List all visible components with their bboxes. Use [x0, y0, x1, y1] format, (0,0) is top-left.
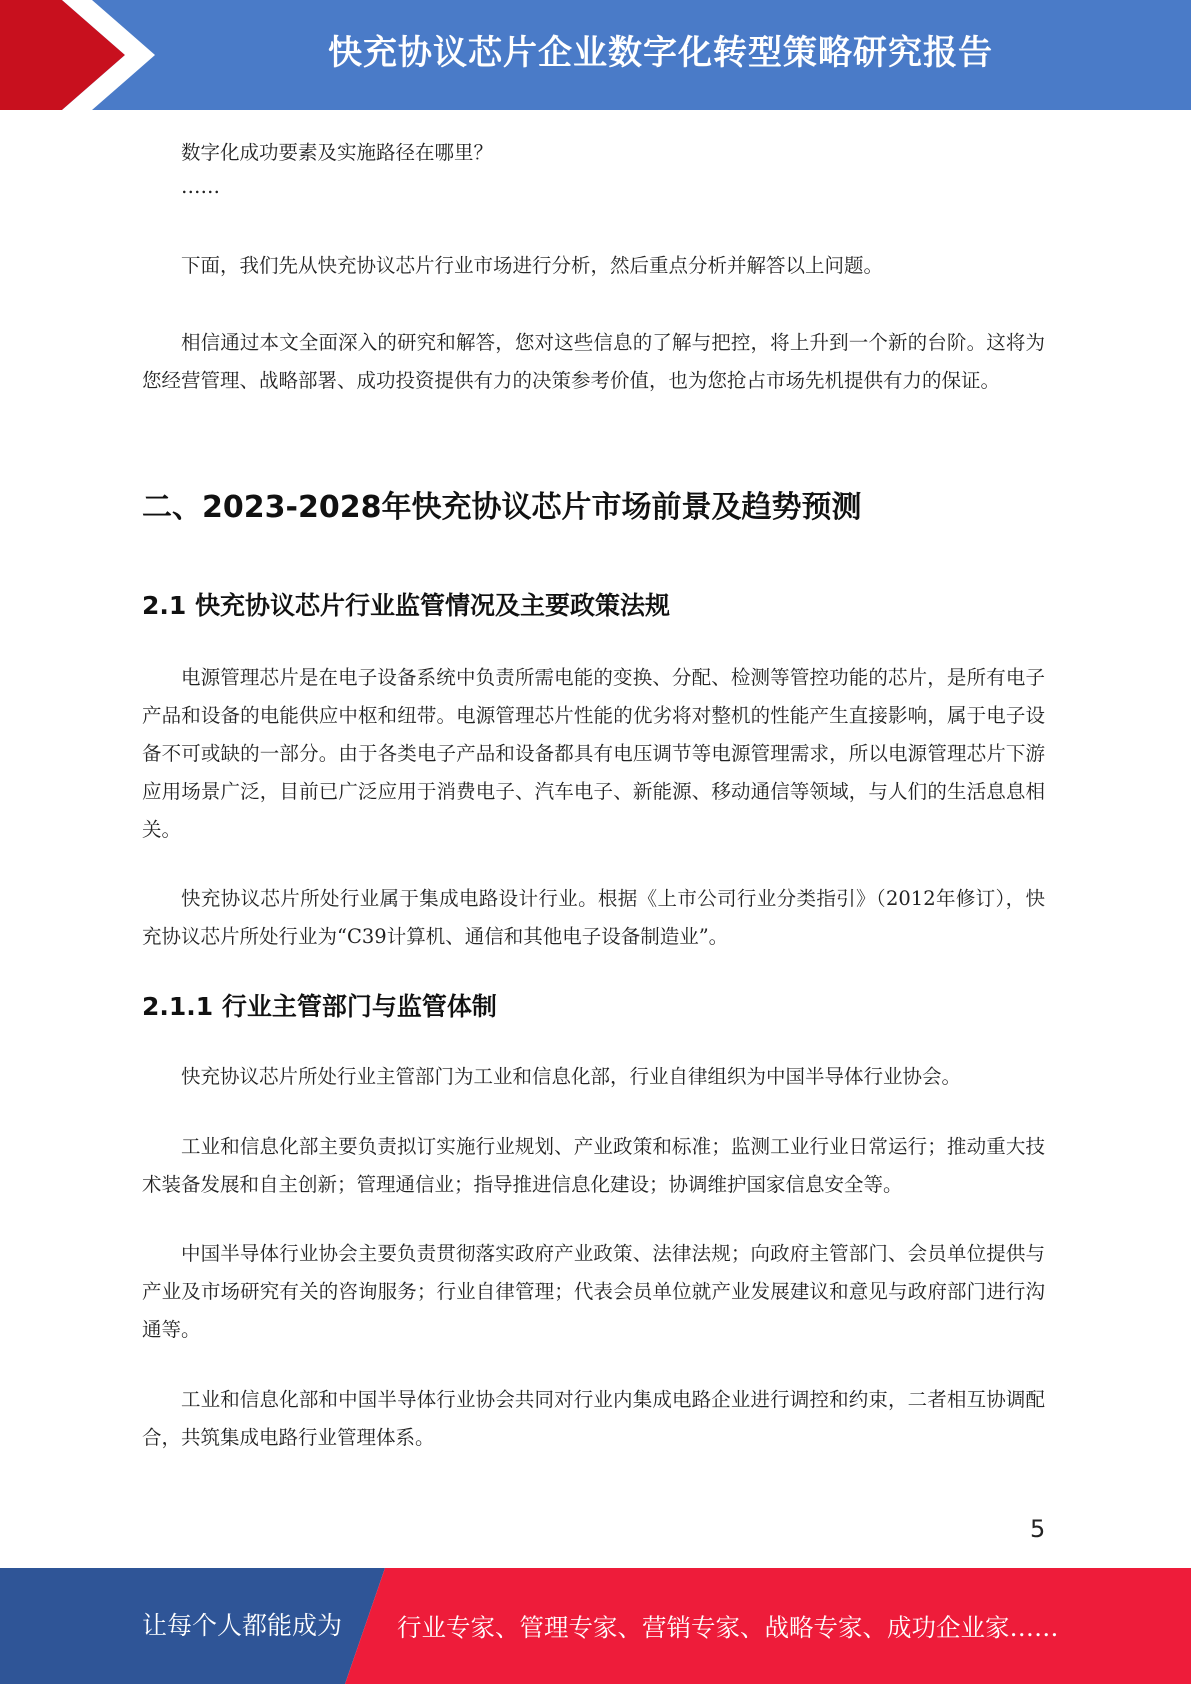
page-footer [0, 1568, 1191, 1684]
paragraph: 工业和信息化部主要负责拟订实施行业规划、产业政策和标准；监测工业行业日常运行；推动重大技术装备发展和自主创新；管理通信业；指导推进信息化建设；协调维护国家信息安全等。 [142, 1135, 1045, 1196]
report-title: 快充协议芯片企业数字化转型策略研究报告 [328, 33, 993, 73]
page-number: 5 [1030, 1515, 1046, 1543]
paragraph: 快充协议芯片所处行业属于集成电路设计行业。根据《上市公司行业分类指引》（2012年修订），快充协议芯片所处行业为“C39计算机、通信和其他电子设备制造业”。 [142, 887, 1045, 948]
section-heading: 二、2023-2028年快充协议芯片市场前景及趋势预测 [142, 490, 862, 525]
paragraph: 快充协议芯片所处行业主管部门为工业和信息化部，行业自律组织为中国半导体行业协会。 [181, 1065, 962, 1088]
subsubsection-heading: 2.1.1 行业主管部门与监管体制 [142, 992, 497, 1021]
subsection-heading: 2.1 快充协议芯片行业监管情况及主要政策法规 [142, 591, 670, 620]
footer-slogan-left: 让每个人都能成为 [142, 1611, 343, 1640]
paragraph: 电源管理芯片是在电子设备系统中负责所需电能的变换、分配、检测等管控功能的芯片，是所有电子产品和设备的电能供应中枢和纽带。电源管理芯片性能的优劣将对整机的性能产生直接影响，属于电子设备不可或缺的一部分。由于各类电子产品和设备都具有电压调节等电源管理需求，所以电源管理芯片下游应用场景广泛，目前已广泛应用于消费电子、汽车电子、新能源、移动通信等领域，与人们的生活息息相关。 [142, 666, 1045, 841]
page-header [0, 0, 1191, 110]
paragraph: 下面，我们先从快充协议芯片行业市场进行分析，然后重点分析并解答以上问题。 [181, 254, 884, 277]
footer-slogan-right: 行业专家、管理专家、营销专家、战略专家、成功企业家…… [397, 1613, 1059, 1642]
paragraph: 数字化成功要素及实施路径在哪里？ [181, 141, 494, 164]
paragraph: 中国半导体行业协会主要负责贯彻落实政府产业政策、法律法规；向政府主管部门、会员单位提供与产业及市场研究有关的咨询服务；行业自律管理；代表会员单位就产业发展建议和意见与政府部门进行沟通等。 [142, 1242, 1045, 1341]
ellipsis-line: …… [181, 175, 220, 198]
paragraph: 工业和信息化部和中国半导体行业协会共同对行业内集成电路企业进行调控和约束，二者相互协调配合，共筑集成电路行业管理体系。 [142, 1388, 1045, 1449]
paragraph: 相信通过本文全面深入的研究和解答，您对这些信息的了解与把控，将上升到一个新的台阶。这将为您经营管理、战略部署、成功投资提供有力的决策参考价值，也为您抢占市场先机提供有力的保证。 [142, 331, 1045, 392]
